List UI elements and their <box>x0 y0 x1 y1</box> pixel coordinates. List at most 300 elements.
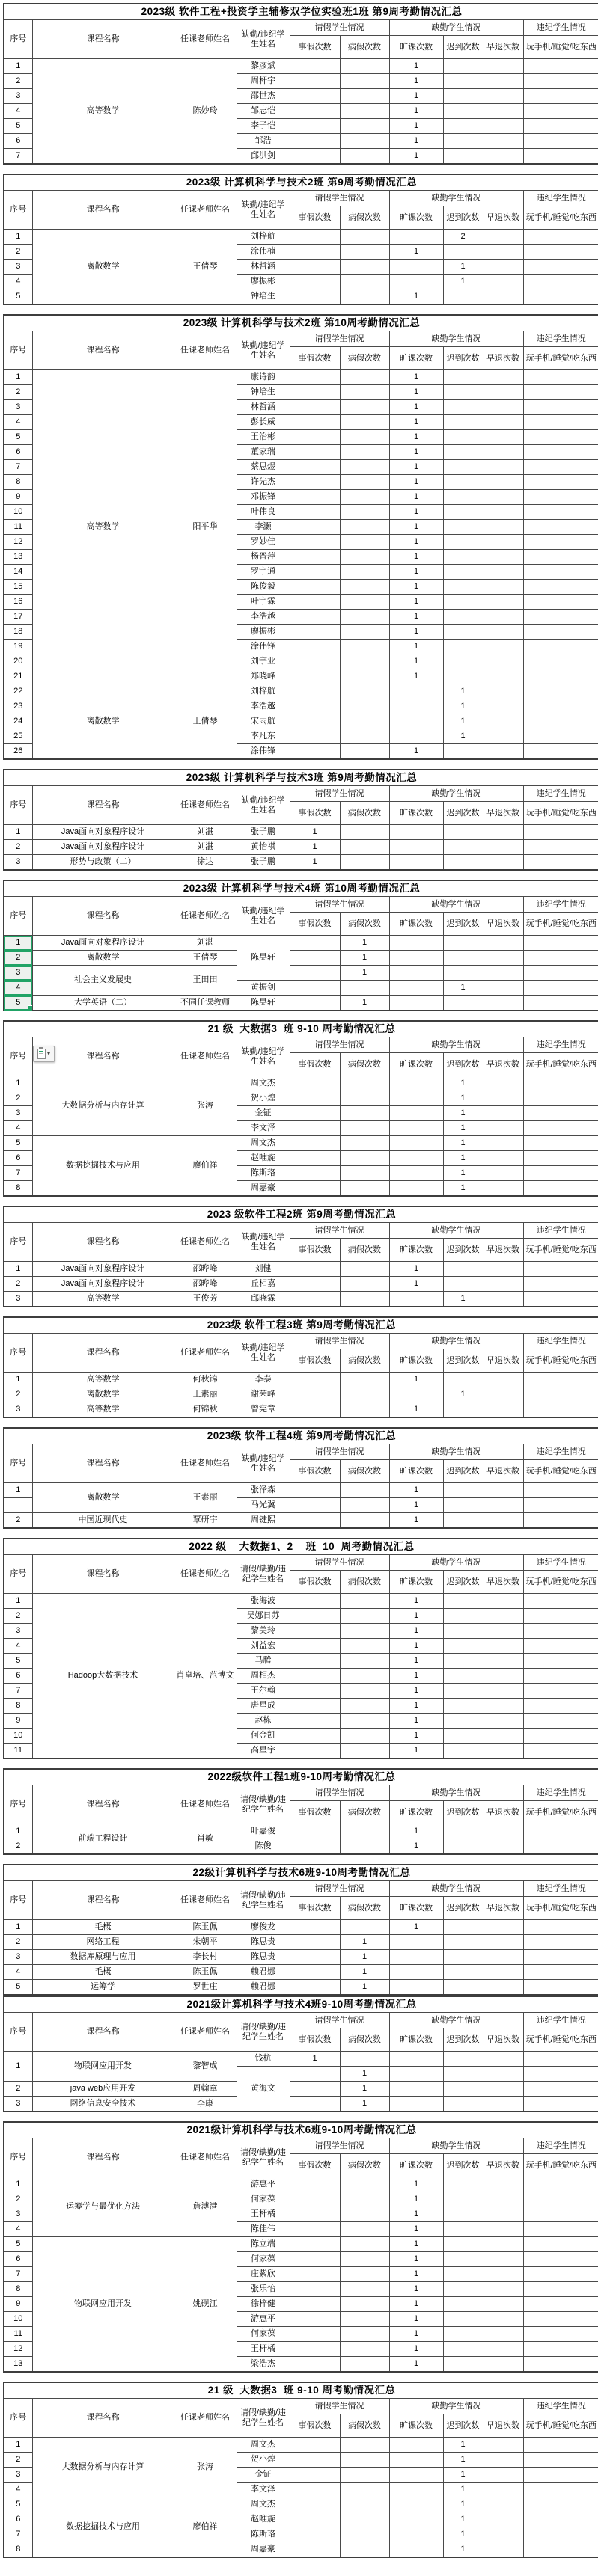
count-cell[interactable] <box>443 134 483 149</box>
count-cell[interactable] <box>483 1654 523 1669</box>
count-cell[interactable] <box>290 625 340 640</box>
count-cell[interactable] <box>290 134 340 149</box>
count-cell[interactable]: 1 <box>389 520 443 535</box>
count-cell[interactable] <box>483 2082 523 2097</box>
count-cell[interactable] <box>523 385 598 400</box>
count-cell[interactable]: 1 <box>340 936 389 951</box>
student-cell[interactable]: 黄海文 <box>237 2067 290 2112</box>
row-index-cell[interactable]: 2 <box>4 951 32 966</box>
count-cell[interactable] <box>443 1839 483 1855</box>
row-index-cell[interactable]: 5 <box>4 430 32 445</box>
count-cell[interactable] <box>523 2512 598 2527</box>
count-cell[interactable] <box>290 2222 340 2237</box>
count-cell[interactable] <box>290 2497 340 2512</box>
count-cell[interactable]: 1 <box>443 1151 483 1166</box>
count-cell[interactable]: 1 <box>443 981 483 996</box>
count-cell[interactable]: 1 <box>290 840 340 855</box>
count-cell[interactable] <box>340 415 389 430</box>
student-cell[interactable]: 周文杰 <box>237 1076 290 1091</box>
row-index-cell[interactable]: 3 <box>4 1402 32 1418</box>
count-cell[interactable]: 1 <box>389 1824 443 1839</box>
count-cell[interactable] <box>340 550 389 565</box>
count-cell[interactable]: 1 <box>389 1920 443 1935</box>
count-cell[interactable] <box>443 1684 483 1699</box>
count-cell[interactable] <box>523 580 598 595</box>
count-cell[interactable] <box>340 699 389 714</box>
student-cell[interactable]: 何金凯 <box>237 1729 290 1744</box>
student-cell[interactable]: 张乐怡 <box>237 2282 290 2297</box>
student-cell[interactable]: 丘相嘉 <box>237 1277 290 1292</box>
row-index-cell[interactable]: 6 <box>4 445 32 460</box>
student-cell[interactable]: 赵唯旋 <box>237 2512 290 2527</box>
count-cell[interactable] <box>483 2297 523 2312</box>
count-cell[interactable] <box>290 1387 340 1402</box>
count-cell[interactable] <box>443 625 483 640</box>
count-cell[interactable] <box>290 104 340 119</box>
count-cell[interactable] <box>340 1920 389 1935</box>
count-cell[interactable]: 1 <box>389 415 443 430</box>
count-cell[interactable] <box>340 1684 389 1699</box>
row-index-cell[interactable]: 2 <box>4 1277 32 1292</box>
count-cell[interactable] <box>290 1744 340 1759</box>
student-cell[interactable]: 蔡思煜 <box>237 460 290 475</box>
student-cell[interactable]: 陈思贵 <box>237 1935 290 1950</box>
count-cell[interactable]: 1 <box>389 2342 443 2357</box>
count-cell[interactable]: 1 <box>443 2512 483 2527</box>
student-cell[interactable]: 刘健 <box>237 1262 290 1277</box>
row-index-cell[interactable]: 16 <box>4 595 32 610</box>
student-cell[interactable]: 张子鹏 <box>237 825 290 840</box>
count-cell[interactable] <box>523 2222 598 2237</box>
count-cell[interactable] <box>523 2282 598 2297</box>
count-cell[interactable] <box>389 1166 443 1181</box>
count-cell[interactable] <box>483 2207 523 2222</box>
count-cell[interactable] <box>290 2297 340 2312</box>
row-index-cell[interactable]: 4 <box>4 2222 32 2237</box>
count-cell[interactable] <box>443 1729 483 1744</box>
count-cell[interactable]: 1 <box>389 625 443 640</box>
count-cell[interactable]: 1 <box>443 1076 483 1091</box>
course-cell[interactable]: 社会主义发展史 <box>32 966 174 996</box>
count-cell[interactable]: 1 <box>340 2097 389 2112</box>
count-cell[interactable] <box>483 260 523 275</box>
count-cell[interactable] <box>340 119 389 134</box>
row-index-cell[interactable]: 1 <box>4 1594 32 1609</box>
count-cell[interactable] <box>340 2252 389 2267</box>
count-cell[interactable] <box>483 370 523 385</box>
count-cell[interactable] <box>483 2282 523 2297</box>
count-cell[interactable] <box>290 1181 340 1197</box>
student-cell[interactable]: 李文泽 <box>237 2483 290 2497</box>
count-cell[interactable] <box>443 1950 483 1965</box>
count-cell[interactable] <box>443 2097 483 2112</box>
count-cell[interactable] <box>523 966 598 981</box>
count-cell[interactable] <box>443 565 483 580</box>
row-index-cell[interactable]: 5 <box>4 2497 32 2512</box>
count-cell[interactable] <box>290 1699 340 1714</box>
count-cell[interactable] <box>389 1980 443 1996</box>
student-cell[interactable]: 金钲 <box>237 1106 290 1121</box>
student-cell[interactable]: 刘梓航 <box>237 230 290 245</box>
row-index-cell[interactable]: 1 <box>4 2052 32 2082</box>
count-cell[interactable]: 1 <box>389 2327 443 2342</box>
count-cell[interactable] <box>443 1744 483 1759</box>
count-cell[interactable] <box>483 245 523 260</box>
count-cell[interactable] <box>483 1373 523 1387</box>
count-cell[interactable] <box>443 415 483 430</box>
student-cell[interactable]: 贺小煌 <box>237 1091 290 1106</box>
count-cell[interactable] <box>523 2342 598 2357</box>
teacher-cell[interactable]: 王素丽 <box>174 1483 237 1513</box>
count-cell[interactable] <box>443 2282 483 2297</box>
count-cell[interactable] <box>443 385 483 400</box>
count-cell[interactable] <box>523 520 598 535</box>
row-index-cell[interactable]: 3 <box>4 1292 32 1307</box>
count-cell[interactable]: 1 <box>389 1262 443 1277</box>
count-cell[interactable] <box>340 714 389 729</box>
student-cell[interactable]: 邹志恺 <box>237 104 290 119</box>
count-cell[interactable] <box>523 245 598 260</box>
count-cell[interactable] <box>340 565 389 580</box>
row-index-cell[interactable]: 19 <box>4 640 32 654</box>
count-cell[interactable] <box>483 1277 523 1292</box>
count-cell[interactable] <box>443 1669 483 1684</box>
count-cell[interactable] <box>443 1714 483 1729</box>
row-index-cell[interactable]: 3 <box>4 855 32 871</box>
count-cell[interactable] <box>523 289 598 305</box>
count-cell[interactable] <box>483 2497 523 2512</box>
count-cell[interactable] <box>483 1121 523 1136</box>
row-index-cell[interactable]: 7 <box>4 1684 32 1699</box>
count-cell[interactable] <box>290 1136 340 1151</box>
student-cell[interactable]: 董家瑞 <box>237 445 290 460</box>
count-cell[interactable] <box>443 1402 483 1418</box>
count-cell[interactable] <box>523 669 598 684</box>
student-cell[interactable]: 王治彬 <box>237 430 290 445</box>
count-cell[interactable]: 1 <box>389 385 443 400</box>
count-cell[interactable] <box>523 1166 598 1181</box>
count-cell[interactable] <box>389 260 443 275</box>
count-cell[interactable] <box>483 1920 523 1935</box>
count-cell[interactable] <box>483 400 523 415</box>
count-cell[interactable] <box>523 595 598 610</box>
count-cell[interactable] <box>483 2483 523 2497</box>
count-cell[interactable] <box>340 580 389 595</box>
count-cell[interactable] <box>443 520 483 535</box>
count-cell[interactable] <box>483 936 523 951</box>
count-cell[interactable] <box>523 2192 598 2207</box>
count-cell[interactable]: 1 <box>389 2192 443 2207</box>
teacher-cell[interactable]: 何秋锦 <box>174 1373 237 1387</box>
row-index-cell[interactable]: 2 <box>4 2082 32 2097</box>
row-index-cell[interactable]: 6 <box>4 1669 32 1684</box>
teacher-cell[interactable]: 朱朝平 <box>174 1935 237 1950</box>
count-cell[interactable]: 1 <box>389 89 443 104</box>
count-cell[interactable] <box>523 1654 598 1669</box>
course-cell[interactable]: 数据挖掘技术与应用 <box>32 2497 174 2558</box>
count-cell[interactable] <box>443 400 483 415</box>
row-index-cell[interactable]: 4 <box>4 1639 32 1654</box>
count-cell[interactable] <box>389 966 443 981</box>
count-cell[interactable]: 1 <box>389 1684 443 1699</box>
count-cell[interactable] <box>340 2222 389 2237</box>
count-cell[interactable] <box>290 2312 340 2327</box>
count-cell[interactable]: 1 <box>389 430 443 445</box>
student-cell[interactable]: 邹浩 <box>237 134 290 149</box>
count-cell[interactable] <box>443 445 483 460</box>
count-cell[interactable]: 1 <box>443 2438 483 2453</box>
count-cell[interactable]: 1 <box>340 966 389 981</box>
student-cell[interactable]: 陈思贵 <box>237 1950 290 1965</box>
count-cell[interactable] <box>290 430 340 445</box>
student-cell[interactable]: 康诗韵 <box>237 370 290 385</box>
count-cell[interactable] <box>290 370 340 385</box>
count-cell[interactable] <box>523 2297 598 2312</box>
count-cell[interactable]: 1 <box>340 1935 389 1950</box>
count-cell[interactable] <box>290 535 340 550</box>
student-cell[interactable]: 周嘉豪 <box>237 1181 290 1197</box>
row-index-cell[interactable]: 22 <box>4 684 32 699</box>
count-cell[interactable] <box>290 2527 340 2542</box>
row-index-cell[interactable]: 14 <box>4 565 32 580</box>
student-cell[interactable]: 张子鹏 <box>237 855 290 871</box>
count-cell[interactable] <box>523 535 598 550</box>
count-cell[interactable] <box>483 2327 523 2342</box>
count-cell[interactable] <box>523 1498 598 1513</box>
count-cell[interactable] <box>443 2177 483 2192</box>
count-cell[interactable] <box>523 415 598 430</box>
course-cell[interactable]: 高等数学 <box>32 59 174 165</box>
count-cell[interactable] <box>443 74 483 89</box>
count-cell[interactable] <box>523 1076 598 1091</box>
count-cell[interactable] <box>483 1729 523 1744</box>
count-cell[interactable] <box>523 951 598 966</box>
count-cell[interactable] <box>290 1624 340 1639</box>
count-cell[interactable] <box>523 89 598 104</box>
row-index-cell[interactable]: 4 <box>4 104 32 119</box>
teacher-cell[interactable]: 肖皇培、范博文 <box>174 1594 237 1759</box>
count-cell[interactable] <box>389 699 443 714</box>
count-cell[interactable] <box>340 1594 389 1609</box>
teacher-cell[interactable]: 刘湛 <box>174 936 237 951</box>
count-cell[interactable]: 1 <box>389 565 443 580</box>
count-cell[interactable] <box>523 714 598 729</box>
count-cell[interactable] <box>523 825 598 840</box>
count-cell[interactable] <box>523 134 598 149</box>
count-cell[interactable]: 1 <box>290 2052 340 2067</box>
count-cell[interactable] <box>443 580 483 595</box>
count-cell[interactable] <box>389 2453 443 2468</box>
count-cell[interactable] <box>523 59 598 74</box>
count-cell[interactable] <box>340 1387 389 1402</box>
count-cell[interactable]: 1 <box>290 825 340 840</box>
student-cell[interactable]: 游惠平 <box>237 2177 290 2192</box>
count-cell[interactable] <box>443 289 483 305</box>
count-cell[interactable] <box>523 1292 598 1307</box>
count-cell[interactable] <box>523 1639 598 1654</box>
student-cell[interactable]: 赵唯旋 <box>237 1151 290 1166</box>
count-cell[interactable] <box>483 445 523 460</box>
course-cell[interactable]: 高等数学 <box>32 1402 174 1418</box>
teacher-cell[interactable]: 李康 <box>174 2097 237 2112</box>
row-index-cell[interactable]: 25 <box>4 729 32 744</box>
count-cell[interactable] <box>340 1744 389 1759</box>
count-cell[interactable] <box>443 2207 483 2222</box>
count-cell[interactable] <box>443 1262 483 1277</box>
row-index-cell[interactable]: 7 <box>4 2267 32 2282</box>
count-cell[interactable] <box>389 2438 443 2453</box>
row-index-cell[interactable]: 24 <box>4 714 32 729</box>
count-cell[interactable] <box>290 1935 340 1950</box>
count-cell[interactable] <box>340 1624 389 1639</box>
student-cell[interactable]: 涂伟锋 <box>237 640 290 654</box>
count-cell[interactable]: 1 <box>443 1121 483 1136</box>
course-cell[interactable]: 离散数学 <box>32 684 174 760</box>
count-cell[interactable] <box>290 1513 340 1529</box>
count-cell[interactable] <box>523 1965 598 1980</box>
count-cell[interactable] <box>290 289 340 305</box>
teacher-cell[interactable]: 阳平华 <box>174 370 237 684</box>
count-cell[interactable] <box>483 1387 523 1402</box>
count-cell[interactable] <box>340 1402 389 1418</box>
count-cell[interactable] <box>389 855 443 871</box>
count-cell[interactable] <box>523 1402 598 1418</box>
count-cell[interactable]: 1 <box>340 1950 389 1965</box>
count-cell[interactable] <box>523 490 598 505</box>
course-cell[interactable]: 前端工程设计 <box>32 1824 174 1855</box>
count-cell[interactable] <box>483 729 523 744</box>
count-cell[interactable] <box>483 855 523 871</box>
count-cell[interactable] <box>483 1935 523 1950</box>
count-cell[interactable]: 1 <box>389 595 443 610</box>
count-cell[interactable] <box>340 385 389 400</box>
count-cell[interactable] <box>340 2342 389 2357</box>
row-index-cell[interactable]: 1 <box>4 1262 32 1277</box>
count-cell[interactable] <box>523 475 598 490</box>
student-cell[interactable]: 张泽森 <box>237 1483 290 1498</box>
count-cell[interactable]: 1 <box>443 1106 483 1121</box>
count-cell[interactable] <box>523 2542 598 2558</box>
count-cell[interactable] <box>290 951 340 966</box>
student-cell[interactable]: 涂伟锋 <box>237 744 290 760</box>
count-cell[interactable] <box>483 275 523 289</box>
count-cell[interactable] <box>340 1669 389 1684</box>
row-index-cell[interactable]: 6 <box>4 2252 32 2267</box>
count-cell[interactable] <box>483 475 523 490</box>
count-cell[interactable] <box>483 1639 523 1654</box>
count-cell[interactable] <box>523 2312 598 2327</box>
count-cell[interactable] <box>389 840 443 855</box>
count-cell[interactable] <box>443 654 483 669</box>
student-cell[interactable]: 王杆橘 <box>237 2342 290 2357</box>
count-cell[interactable] <box>483 1136 523 1151</box>
student-cell[interactable]: 钟培生 <box>237 385 290 400</box>
count-cell[interactable] <box>290 1839 340 1855</box>
count-cell[interactable] <box>523 460 598 475</box>
count-cell[interactable] <box>290 119 340 134</box>
count-cell[interactable] <box>290 260 340 275</box>
count-cell[interactable] <box>290 1373 340 1387</box>
count-cell[interactable]: 1 <box>443 1166 483 1181</box>
count-cell[interactable]: 1 <box>443 2542 483 2558</box>
row-index-cell[interactable]: 3 <box>4 2468 32 2483</box>
student-cell[interactable]: 赵栋 <box>237 1714 290 1729</box>
row-index-cell[interactable]: 2 <box>4 74 32 89</box>
count-cell[interactable] <box>483 580 523 595</box>
count-cell[interactable] <box>443 89 483 104</box>
row-index-cell[interactable]: 7 <box>4 460 32 475</box>
count-cell[interactable] <box>483 640 523 654</box>
count-cell[interactable] <box>290 1402 340 1418</box>
student-cell[interactable]: 游惠平 <box>237 2312 290 2327</box>
count-cell[interactable] <box>389 729 443 744</box>
student-cell[interactable]: 林哲涵 <box>237 260 290 275</box>
count-cell[interactable]: 1 <box>340 996 389 1011</box>
count-cell[interactable] <box>290 275 340 289</box>
count-cell[interactable]: 1 <box>389 2282 443 2297</box>
count-cell[interactable]: 1 <box>443 2468 483 2483</box>
teacher-cell[interactable]: 罗世庄 <box>174 1980 237 1996</box>
row-index-cell[interactable]: 15 <box>4 580 32 595</box>
count-cell[interactable] <box>523 2483 598 2497</box>
count-cell[interactable] <box>290 1292 340 1307</box>
count-cell[interactable] <box>483 2252 523 2267</box>
count-cell[interactable] <box>340 1091 389 1106</box>
count-cell[interactable] <box>523 1669 598 1684</box>
count-cell[interactable] <box>483 89 523 104</box>
count-cell[interactable]: 1 <box>389 2252 443 2267</box>
count-cell[interactable] <box>290 2207 340 2222</box>
count-cell[interactable] <box>523 699 598 714</box>
student-cell[interactable]: 钱杭 <box>237 2052 290 2067</box>
count-cell[interactable] <box>443 1699 483 1714</box>
count-cell[interactable] <box>523 2497 598 2512</box>
count-cell[interactable] <box>483 1166 523 1181</box>
count-cell[interactable] <box>340 2052 389 2067</box>
count-cell[interactable] <box>340 2192 389 2207</box>
count-cell[interactable] <box>443 460 483 475</box>
count-cell[interactable] <box>340 1654 389 1669</box>
student-cell[interactable]: 何家葆 <box>237 2192 290 2207</box>
count-cell[interactable] <box>523 640 598 654</box>
count-cell[interactable] <box>523 2327 598 2342</box>
student-cell[interactable]: 李浩越 <box>237 699 290 714</box>
count-cell[interactable] <box>340 1136 389 1151</box>
count-cell[interactable] <box>483 1950 523 1965</box>
count-cell[interactable] <box>290 1262 340 1277</box>
row-index-cell[interactable]: 5 <box>4 1136 32 1151</box>
student-cell[interactable]: 徐梓健 <box>237 2297 290 2312</box>
count-cell[interactable] <box>523 1151 598 1166</box>
teacher-cell[interactable]: 姚砚江 <box>174 2237 237 2373</box>
count-cell[interactable]: 1 <box>389 580 443 595</box>
count-cell[interactable] <box>290 1609 340 1624</box>
row-index-cell[interactable]: 1 <box>4 2438 32 2453</box>
count-cell[interactable] <box>523 2207 598 2222</box>
course-cell[interactable]: Java面向对象程序设计 <box>32 936 174 951</box>
count-cell[interactable] <box>483 104 523 119</box>
count-cell[interactable] <box>290 2357 340 2373</box>
count-cell[interactable] <box>389 1121 443 1136</box>
count-cell[interactable] <box>523 1980 598 1996</box>
count-cell[interactable] <box>389 1091 443 1106</box>
count-cell[interactable]: 1 <box>389 744 443 760</box>
count-cell[interactable] <box>483 654 523 669</box>
count-cell[interactable] <box>443 1609 483 1624</box>
course-cell[interactable]: Hadoop大数据技术 <box>32 1594 174 1759</box>
count-cell[interactable] <box>443 669 483 684</box>
count-cell[interactable]: 1 <box>340 2067 389 2082</box>
